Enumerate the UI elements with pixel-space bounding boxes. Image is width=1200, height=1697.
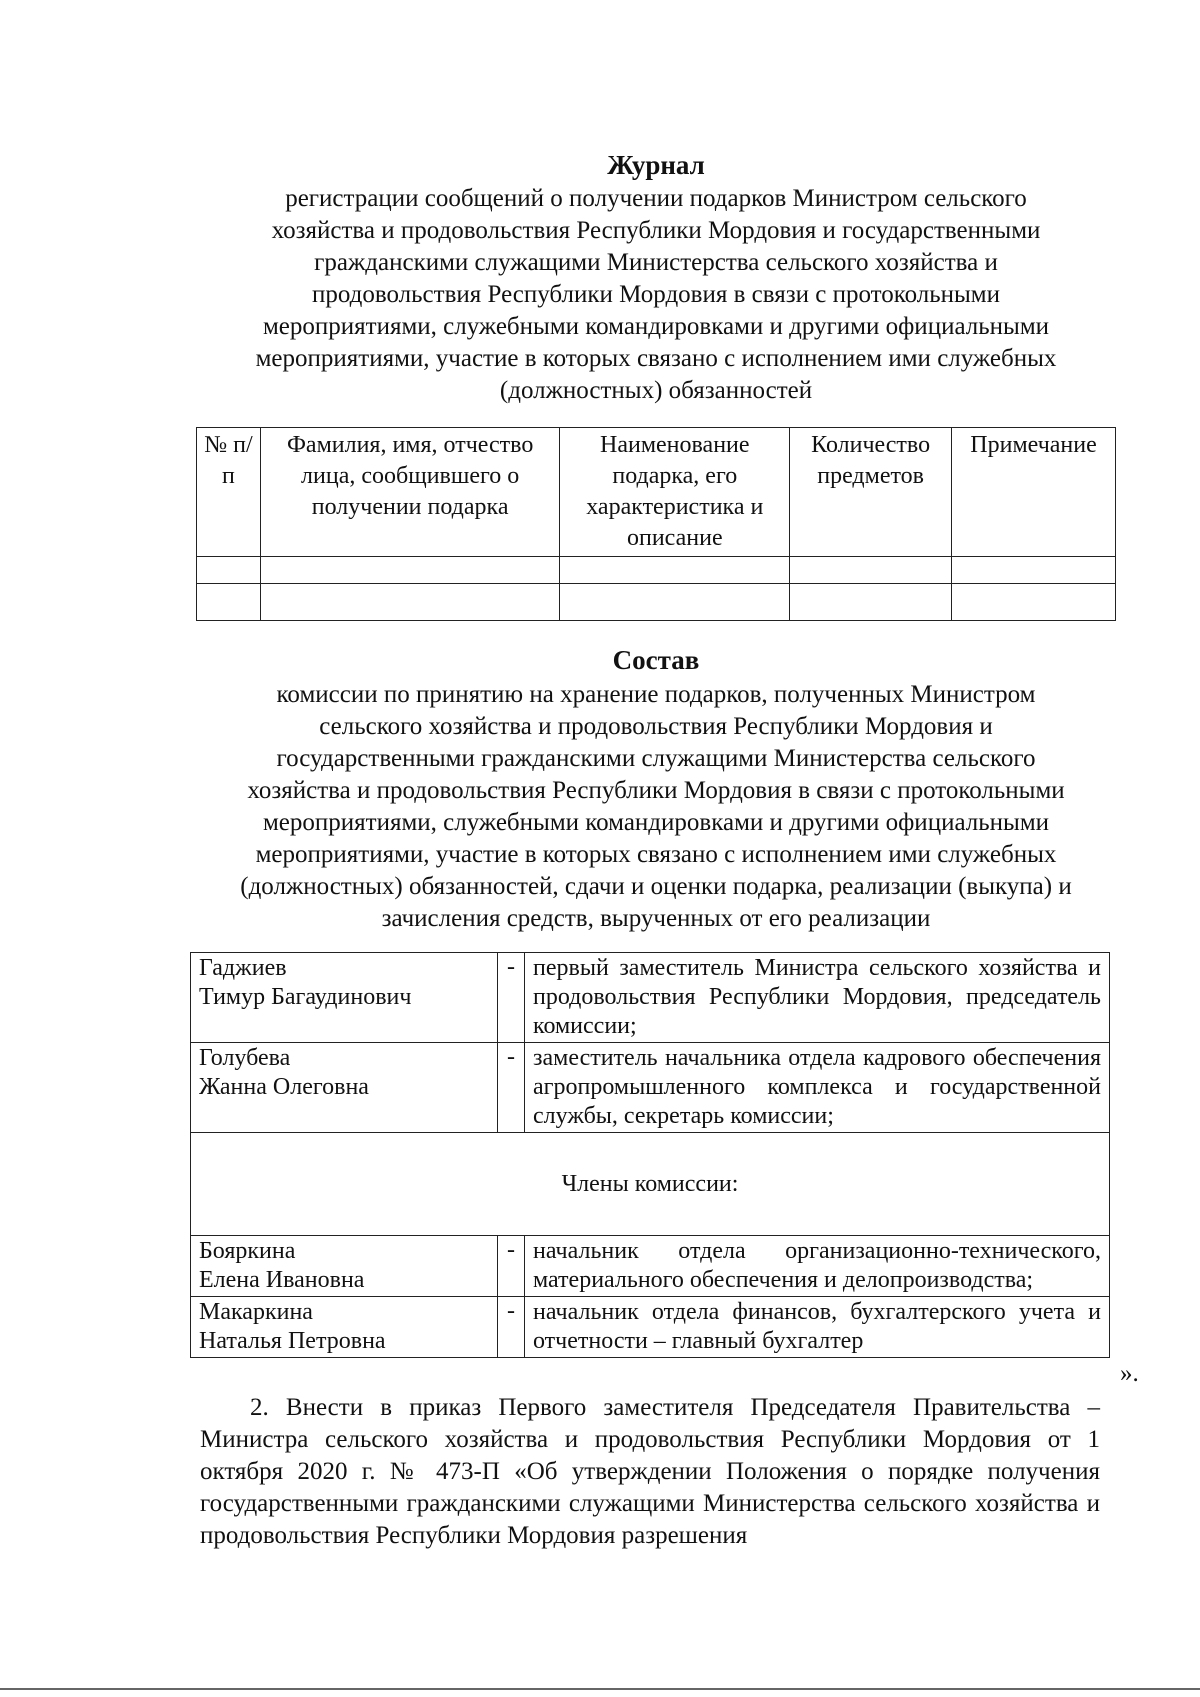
commission-title: Состав <box>612 645 700 675</box>
member-surname: Голубева <box>199 1045 291 1071</box>
table-cell <box>197 557 261 584</box>
header-number: № п/п <box>197 428 261 557</box>
paragraph-2: 2. Внести в приказ Первого заместителя Председателя Правительства – Министра сельского хозяйства и продовольствия Республики Мордовия от 1 октября 2020 г. № 473-П «Об утверждении Положения о порядке получения государственными гражданскими служащими Министерства сельского хозяйства и продовольствия Республики Мордовия разрешения <box>200 1394 1100 1549</box>
commission-desc-line: комиссии по принятию на хранение подарков, полученных Министром <box>276 681 1036 708</box>
commission-table <box>190 952 1110 1358</box>
commission-row <box>191 1236 1110 1297</box>
commission-desc-line: государственными гражданскими служащими Министерства сельского <box>276 745 1036 772</box>
commission-row <box>191 953 1110 1043</box>
member-role: начальник отдела финансов, бухгалтерского учета и отчетности – главный бухгалтер <box>525 1297 1110 1358</box>
commission-desc-line: (должностных) обязанностей, сдачи и оценки подарка, реализации (выкупа) и <box>240 873 1072 900</box>
member-name <box>191 1043 498 1133</box>
member-given-names: Тимур Багаудинович <box>199 984 412 1010</box>
member-name <box>191 1297 498 1358</box>
members-label-row <box>191 1133 1110 1236</box>
commission-description <box>140 679 1172 935</box>
member-given-names: Наталья Петровна <box>199 1328 386 1354</box>
member-name <box>191 1236 498 1297</box>
commission-desc-line: хозяйства и продовольствия Республики Мордовия в связи с протокольными <box>247 777 1065 804</box>
header-person: Фамилия, имя, отчество лица, сообщившего о получении подарка <box>260 428 560 557</box>
commission-desc-line: мероприятиями, служебными командировками и другими официальными <box>262 809 1050 836</box>
member-name <box>191 953 498 1043</box>
commission-desc-line: зачисления средств, вырученных от его реализации <box>381 905 931 932</box>
commission-desc-line: сельского хозяйства и продовольствия Республики Мордовия и <box>319 713 993 740</box>
commission-desc-line: мероприятиями, участие в которых связано с исполнением ими служебных <box>255 841 1057 868</box>
journal-desc-line: (должностных) обязанностей <box>499 377 813 404</box>
journal-desc-line: регистрации сообщений о получении подарков Министром сельского <box>285 185 1027 212</box>
journal-description <box>140 183 1172 407</box>
closing-quote: ». <box>1120 1360 1139 1387</box>
member-given-names: Жанна Олеговна <box>199 1074 369 1100</box>
table-cell <box>790 557 952 584</box>
member-surname: Макаркина <box>199 1299 313 1325</box>
members-label: Члены комиссии: <box>191 1133 1110 1236</box>
header-quantity: Количество предметов <box>790 428 952 557</box>
member-surname: Гаджиев <box>199 955 287 981</box>
commission-row <box>191 1297 1110 1358</box>
table-cell <box>197 584 261 621</box>
table-cell <box>260 584 560 621</box>
member-given-names: Елена Ивановна <box>199 1267 365 1293</box>
table-cell <box>790 584 952 621</box>
table-row <box>197 557 1116 584</box>
table-cell <box>952 557 1116 584</box>
journal-desc-line: гражданскими служащими Министерства сельского хозяйства и <box>314 249 998 276</box>
table-row <box>197 584 1116 621</box>
header-gift: Наименование подарка, его характеристика и описание <box>560 428 790 557</box>
table-cell <box>560 557 790 584</box>
journal-title: Журнал <box>607 150 705 180</box>
dash: - <box>498 953 525 1043</box>
table-cell <box>260 557 560 584</box>
dash: - <box>498 1043 525 1133</box>
dash: - <box>498 1236 525 1297</box>
journal-desc-line: мероприятиями, участие в которых связано с исполнением ими служебных <box>255 345 1057 372</box>
journal-desc-line: продовольствия Республики Мордовия в связи с протокольными <box>311 281 1001 308</box>
journal-desc-line: мероприятиями, служебными командировками и другими официальными <box>262 313 1050 340</box>
member-surname: Бояркина <box>199 1238 296 1264</box>
member-role: заместитель начальника отдела кадрового обеспечения агропромышленного комплекса и государственной службы, секретарь комиссии; <box>525 1043 1110 1133</box>
table-cell <box>952 584 1116 621</box>
scan-edge-divider <box>0 1688 1200 1690</box>
header-note: Примечание <box>952 428 1116 557</box>
table-cell <box>560 584 790 621</box>
journal-header-row <box>197 428 1116 557</box>
dash: - <box>498 1297 525 1358</box>
journal-desc-line: хозяйства и продовольствия Республики Мордовия и государственными <box>271 217 1041 244</box>
member-role: первый заместитель Министра сельского хозяйства и продовольствия Республики Мордовия, председатель комиссии; <box>525 953 1110 1043</box>
journal-table <box>196 427 1116 621</box>
member-role: начальник отдела организационно-технического, материального обеспечения и делопроизводства; <box>525 1236 1110 1297</box>
commission-row <box>191 1043 1110 1133</box>
